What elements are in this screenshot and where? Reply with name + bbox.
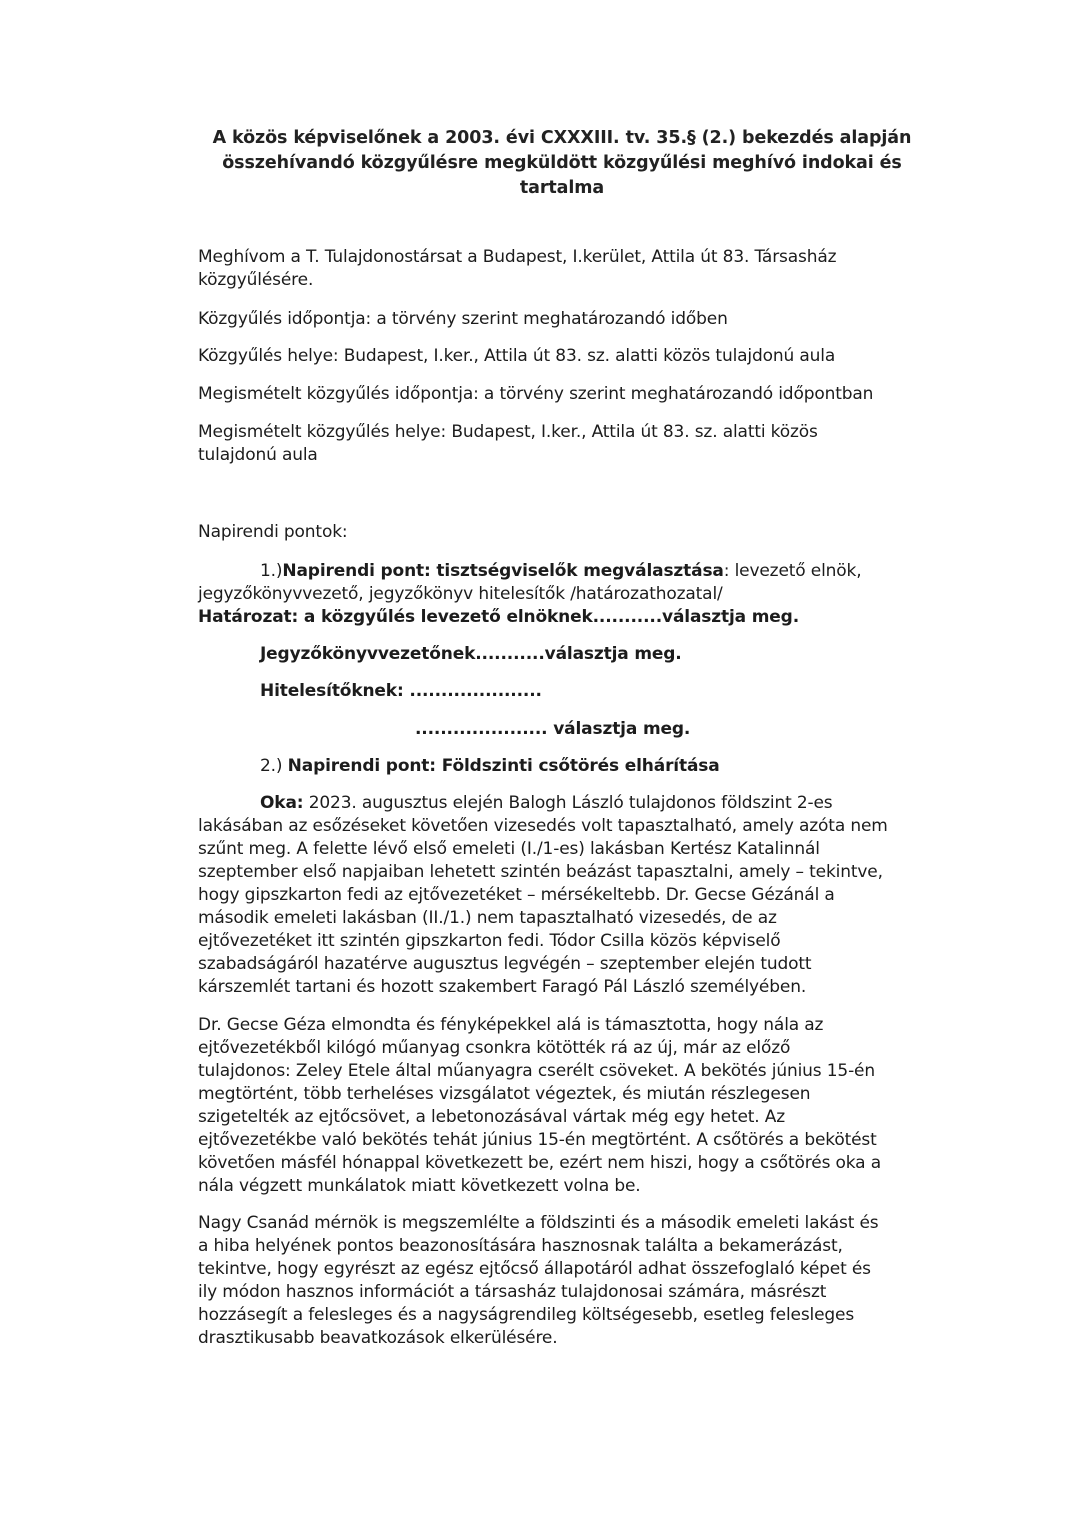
- para2-line: ejtővezetékből kilógó műanyag csonkra kötötték rá az új, már az előző: [198, 1038, 791, 1058]
- title-line: tartalma: [519, 178, 605, 198]
- invitation-line: közgyűlésére.: [198, 270, 314, 290]
- item1-resolution: Határozat: a közgyűlés levezető elnöknek...........választja meg.: [198, 607, 799, 627]
- meeting-place: Közgyűlés helye: Budapest, I.ker., Attila út 83. sz. alatti közös tulajdonú aula: [198, 346, 836, 366]
- item1-validators: Hitelesítőknek: .....................: [260, 681, 542, 701]
- para3-line: tekintve, hogy egyrészt az egész ejtőcső állapotáról adhat összefoglaló képet és: [198, 1259, 871, 1279]
- para3-line: ily módon hasznos információt a társasház tulajdonosai számára, másrészt: [198, 1282, 827, 1302]
- reason-line: szeptember első napjaiban lehetett szintén beázást tapasztalni, amely – tekintve,: [198, 862, 883, 882]
- para2-line: megtörtént, több terheléses vizsgálatot végeztek, és miután részlegesen: [198, 1084, 811, 1104]
- item1-desc-cont: jegyzőkönyvvezető, jegyzőkönyv hitelesítők /határozathozatal/: [198, 584, 723, 604]
- para2-line: ejtővezetékbe való bekötés tehát június 15-én megtörtént. A csőtörés a bekötést: [198, 1130, 877, 1150]
- item1-recorder: Jegyzőkönyvvezetőnek...........választja meg.: [260, 644, 682, 664]
- para3-line: hozzásegít a felesleges és a nagyságrendileg költségesebb, esetleg felesleges: [198, 1305, 855, 1325]
- reason-line: hogy gipszkarton fedi az ejtővezetéket – mérsékeltebb. Dr. Gecse Gézánál a: [198, 885, 835, 905]
- repeat-place-line: tulajdonú aula: [198, 445, 318, 465]
- para2-line: követően másfél hónappal következett be, ezért nem hiszi, hogy a csőtörés oka a: [198, 1153, 881, 1173]
- reason-line: szabadságáról hazatérve augusztus legvégén – szeptember elején tudott: [198, 954, 812, 974]
- reason-line: ejtővezetéket itt szintén gipszkarton fedi. Tódor Csilla közös képviselő: [198, 931, 781, 951]
- title-line: A közös képviselőnek a 2003. évi CXXXIII. tv. 35.§ (2.) bekezdés alapján: [212, 128, 912, 148]
- repeat-meeting-place: [198, 421, 958, 467]
- item2-reason-paragraph: [198, 792, 958, 999]
- reason-label: Oka:: [260, 793, 304, 813]
- reason-line: szűnt meg. A felette lévő első emeleti (I./1-es) lakásban Kertész Katalinnál: [198, 839, 820, 859]
- item2-number: 2.): [260, 756, 283, 776]
- para3-line: Nagy Csanád mérnök is megszemlélte a földszinti és a második emeleti lakást és: [198, 1213, 879, 1233]
- para3-line: a hiba helyének pontos beazonosítására hasznosnak találta a bekamerázást,: [198, 1236, 843, 1256]
- paragraph-nagy: [198, 1212, 958, 1350]
- item1-number: 1.): [260, 561, 283, 581]
- para2-line: nála végzett munkálatok miatt következett volna be.: [198, 1176, 641, 1196]
- para3-line: drasztikusabb beavatkozások elkerülésére.: [198, 1328, 558, 1348]
- para2-line: Dr. Gecse Géza elmondta és fényképekkel alá is támasztotta, hogy nála az: [198, 1015, 824, 1035]
- repeat-meeting-time: Megismételt közgyűlés időpontja: a törvény szerint meghatározandó időpontban: [198, 384, 874, 404]
- invitation-line: Meghívom a T. Tulajdonostársat a Budapest, I.kerület, Attila út 83. Társasház: [198, 247, 837, 267]
- repeat-place-line: Megismételt közgyűlés helye: Budapest, I.ker., Attila út 83. sz. alatti közös: [198, 422, 818, 442]
- agenda-item-1: [198, 560, 958, 629]
- title-line: összehívandó közgyűlésre megküldött közgyűlési meghívó indokai és: [222, 153, 902, 173]
- agenda-heading: Napirendi pontok:: [198, 522, 348, 542]
- reason-line: második emeleti lakásban (II./1.) nem tapasztalható vizesedés, de az: [198, 908, 777, 928]
- para2-line: tulajdonos: Zeley Etele által műanyagra cserélt csöveket. A bekötés június 15-én: [198, 1061, 875, 1081]
- reason-line: kárszemlét tartani és hozott szakembert Faragó Pál László személyében.: [198, 977, 807, 997]
- item1-title: Napirendi pont: tisztségviselők megválasztása: [282, 561, 724, 581]
- meeting-time: Közgyűlés időpontja: a törvény szerint meghatározandó időben: [198, 309, 728, 329]
- reason-line: 2023. augusztus elején Balogh László tulajdonos földszint 2-es: [303, 793, 833, 813]
- item1-validators-cont: ..................... választja meg.: [415, 719, 691, 739]
- document-title: [190, 126, 934, 201]
- agenda-item-2: [260, 755, 1020, 778]
- item1-desc: : levezető elnök,: [723, 561, 862, 581]
- paragraph-gecse: [198, 1014, 958, 1198]
- para2-line: szigetelték az ejtőcsövet, a lebetonozásával vártak még egy hetet. Az: [198, 1107, 786, 1127]
- invitation-paragraph: [198, 246, 958, 292]
- item2-title: Napirendi pont: Földszinti csőtörés elhárítása: [287, 756, 720, 776]
- reason-line: lakásában az esőzéseket követően vizesedés volt tapasztalható, amely azóta nem: [198, 816, 888, 836]
